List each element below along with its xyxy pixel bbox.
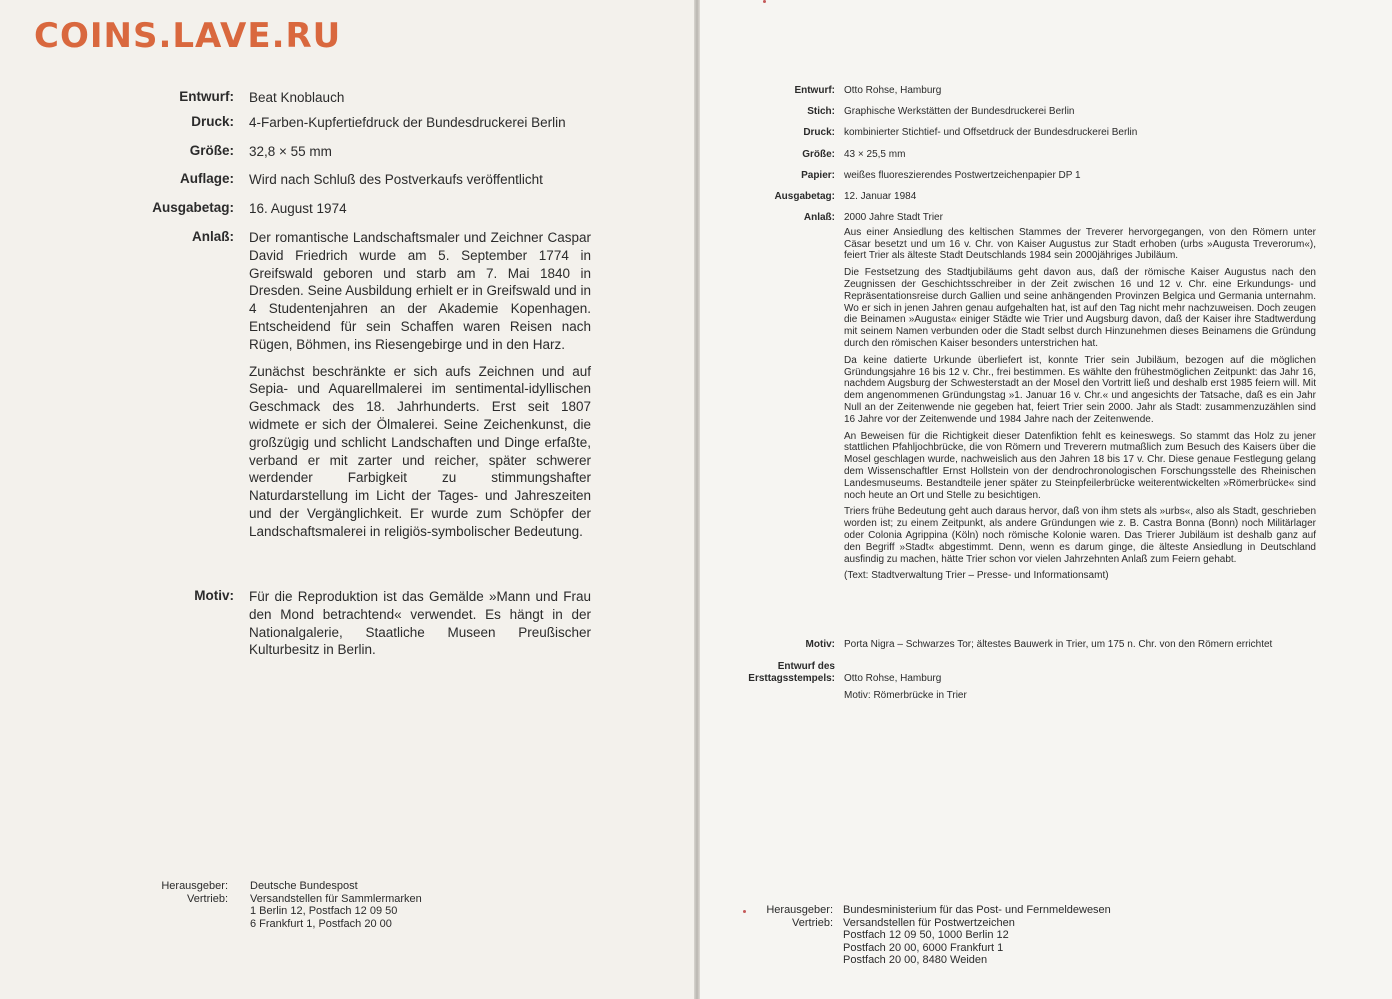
footer-line: Bundesministerium für das Post- und Fernmeldewesen [843, 904, 1111, 916]
stich-value: Graphische Werkstätten der Bundesdruckerei Berlin [844, 106, 1075, 117]
groesse-label: Größe: [802, 149, 835, 160]
stempel-label-line: Entwurf des [777, 661, 835, 672]
druck-value: kombinierter Stichtief- und Offsetdruck der Bundesdruckerei Berlin [844, 127, 1138, 138]
anlass-title: 2000 Jahre Stadt Trier [844, 212, 943, 223]
anlass-text [844, 212, 1316, 587]
footer-line: Versandstellen für Postwertzeichen [843, 916, 1015, 929]
stempel-motiv: Motiv: Römerbrücke in Trier [844, 689, 967, 701]
groesse-value: 43 × 25,5 mm [844, 149, 906, 160]
ausgabetag-value: 16. August 1974 [249, 201, 347, 216]
stempel-label-line: Ersttagsstempels: [748, 673, 835, 684]
groesse-label: Größe: [189, 143, 234, 158]
auflage-value: Wird nach Schluß des Postverkaufs veröffentlicht [249, 172, 543, 187]
footer-line: Postfach 20 00, 8480 Weiden [843, 954, 988, 966]
footer-address [843, 904, 1111, 967]
anlass-paragraph: Triers frühe Bedeutung geht auch daraus hervor, daß von ihm stets als »urbs«, also als Stadt, geschrieben worden ist; zu einem Zeitpunkt, als andere Gründungen wie z. B. Castra Bonna (Bonn) noch Militärlager oder Colonia Agrippina (Köln) noch römische Kolonie waren. Das Trierer Jubiläum ist deshalb ganz auf den Begriff »Stadt« abgestimmt. Denn, wenn es darum ginge, die älteste Ansiedlung in Deutschland ausfindig zu machen, hätte Trier schon vor vielen Jahrzehnten Anlaß zum Feiern gehabt. [844, 506, 1316, 565]
footer-line: Postfach 12 09 50, 1000 Berlin 12 [843, 929, 1009, 941]
motiv-value: Porta Nigra – Schwarzes Tor; ältestes Bauwerk in Trier, um 175 n. Chr. von den Römern errichtet [844, 639, 1273, 650]
motiv-label: Motiv: [194, 588, 234, 603]
footer-address [250, 880, 422, 930]
ausgabetag-label: Ausgabetag: [152, 200, 234, 215]
herausgeber-label: Herausgeber: [161, 880, 228, 892]
druck-label: Druck: [803, 127, 835, 138]
anlass-paragraph: Zunächst beschränkte er sich aufs Zeichnen und auf Sepia- und Aquarellmalerei im sentimental-idyllischen Geschmack des 18. Jahrhunderts. Erst seit 1807 widmete er sich der Ölmalerei. Seine Zeichenkunst, die großzügig und schlicht Landschaften und Dinge erfaßte, verband er mit zarter und reicher, später schwerer werdender Farbigkeit zu stimmungshafter Naturdarstellung im Licht der Tages- und Jahreszeiten und der Vergänglichkeit. Er wurde zum Schöpfer der Landschaftsmalerei in religiös-symbolischer Bedeutung. [249, 363, 591, 539]
anlass-paragraph: Aus einer Ansiedlung des keltischen Stammes der Treverer hervorgegangen, von den Römern unter Cäsar besetzt und um 16 v. Chr. von Kaiser Augustus zur Stadt erhoben (urbs »Augusta Treverorum«), feiert Trier als älteste Stadt Deutschlands 1984 sein 2000jähriges Jubiläum. [844, 226, 1316, 262]
entwurf-value: Beat Knoblauch [249, 90, 345, 105]
druck-label: Druck: [191, 114, 234, 129]
anlass-source: (Text: Stadtverwaltung Trier – Presse- und Informationsamt) [844, 570, 1109, 582]
papier-label: Papier: [801, 170, 835, 181]
herausgeber-label: Herausgeber: [766, 904, 833, 916]
footer-labels [161, 880, 228, 905]
footer-line: Postfach 20 00, 6000 Frankfurt 1 [843, 941, 1004, 954]
watermark: COINS.LAVE.RU [34, 16, 342, 56]
footer-line: Deutsche Bundespost [250, 880, 358, 892]
anlass-text [249, 229, 591, 550]
papier-value: weißes fluoreszierendes Postwertzeichenpapier DP 1 [844, 170, 1081, 181]
motiv-label: Motiv: [805, 639, 835, 650]
stich-label: Stich: [807, 106, 835, 117]
ausgabetag-label: Ausgabetag: [774, 191, 835, 202]
right-sheet [700, 0, 1392, 999]
vertrieb-label: Vertrieb: [187, 892, 228, 905]
druck-value: 4-Farben-Kupfertiefdruck der Bundesdruckerei Berlin [249, 115, 566, 130]
red-mark [743, 910, 746, 913]
anlass-paragraph: Der romantische Landschaftsmaler und Zeichner Caspar David Friedrich wurde am 5. September 1774 in Greifswald geboren und starb am 7. Mai 1840 in Dresden. Seine Ausbildung erhielt er in Greifswald und in 4 Studentenjahren an der Akademie Kopenhagen. Entscheidend für sein Schaffen waren Reisen nach Rügen, Böhmen, ins Riesengebirge und in den Harz. [249, 230, 591, 352]
entwurf-label: Entwurf: [179, 89, 234, 104]
stempel-designer: Otto Rohse, Hamburg [844, 673, 942, 684]
groesse-value: 32,8 × 55 mm [249, 144, 332, 159]
auflage-label: Auflage: [180, 171, 234, 186]
stempel-value [844, 673, 1316, 702]
motiv-value: Für die Reproduktion ist das Gemälde »Mann und Frau den Mond betrachtend« verwendet. Es hängt in der Nationalgalerie, Staatliche Museen Preußischer Kulturbesitz in Berlin. [249, 589, 591, 658]
stempel-label [748, 661, 835, 685]
entwurf-value: Otto Rohse, Hamburg [844, 85, 942, 96]
footer-line: 6 Frankfurt 1, Postfach 20 00 [250, 917, 392, 930]
left-sheet [0, 0, 694, 999]
footer-line: 1 Berlin 12, Postfach 12 09 50 [250, 905, 398, 917]
entwurf-label: Entwurf: [794, 85, 835, 96]
anlass-paragraph: Da keine datierte Urkunde überliefert ist, konnte Trier sein Jubiläum, bezogen auf die möglichen Gründungsjahre 16 bis 12 v. Chr., frei bestimmen. Es wählte den frühestmöglichen Zeitpunkt: das Jahr 16, nachdem Augsburg der Schwesterstadt an der Mosel den Vortritt ließ und deshalb erst 1985 feiern will. Mit dem angenommenen Gründungstag »1. Januar 16 v. Chr.« und angesichts der Tatsache, daß es ein Jahr Null an der Zeitenwende nie gegeben hat, feiert Trier sein 2000. Jahr als Stadt: zusammenzuzählen sind 16 Jahre vor der Zeitenwende und 1984 Jahre nach der Zeitenwende. [844, 354, 1316, 425]
ausgabetag-value: 12. Januar 1984 [844, 191, 917, 202]
vertrieb-label: Vertrieb: [792, 916, 833, 929]
footer-line: Versandstellen für Sammlermarken [250, 892, 422, 905]
anlass-label: Anlaß: [803, 212, 835, 223]
footer-labels [766, 904, 833, 929]
red-mark [763, 0, 766, 3]
anlass-paragraph: Die Festsetzung des Stadtjubiläums geht davon aus, daß der römische Kaiser Augustus nach den Zeugnissen der Geschichtsschreiber in der Zeit zwischen 16 und 12 v. Chr. eine Erkundungs- und Repräsentationsreise durch Gallien und seine anhängenden Provinzen Belgica und Germania unternahm. Wo er sich in jenen Jahren genau aufgehalten hat, ist auf den Tag nicht mehr nachzuweisen. Doch zeugen die Beinamen »Augusta« einiger Städte wie Trier und Augsburg davon, daß der Kaiser ihre Stadtwerdung mit seinem Namen verbunden oder die Stadt selbst durch Hinzunehmen dieses Beinamens die Gründung durch den römischen Kaiser besonders unterstrichen hat. [844, 267, 1316, 349]
anlass-label: Anlaß: [192, 229, 234, 244]
anlass-paragraph: An Beweisen für die Richtigkeit dieser Datenfiktion fehlt es keineswegs. So stammt das Holz zu jener stattlichen Pfahljochbrücke, die von Römern und Treverern mutmaßlich zum Besuch des Kaisers über die Mosel geschlagen wurde, nachweislich aus den Jahren 18 bis 17 v. Chr. Diese genaue Festlegung gelang dem Wissenschaftler Ernst Hollstein von der dendrochronologischen Forschungsstelle des Rheinischen Landesmuseums. Bestandteile jener später zu Steinpfeilerbrücke weiterentwickelten »Römerbrücke« sind noch heute an Ort und Stelle zu besichtigen. [844, 430, 1316, 501]
